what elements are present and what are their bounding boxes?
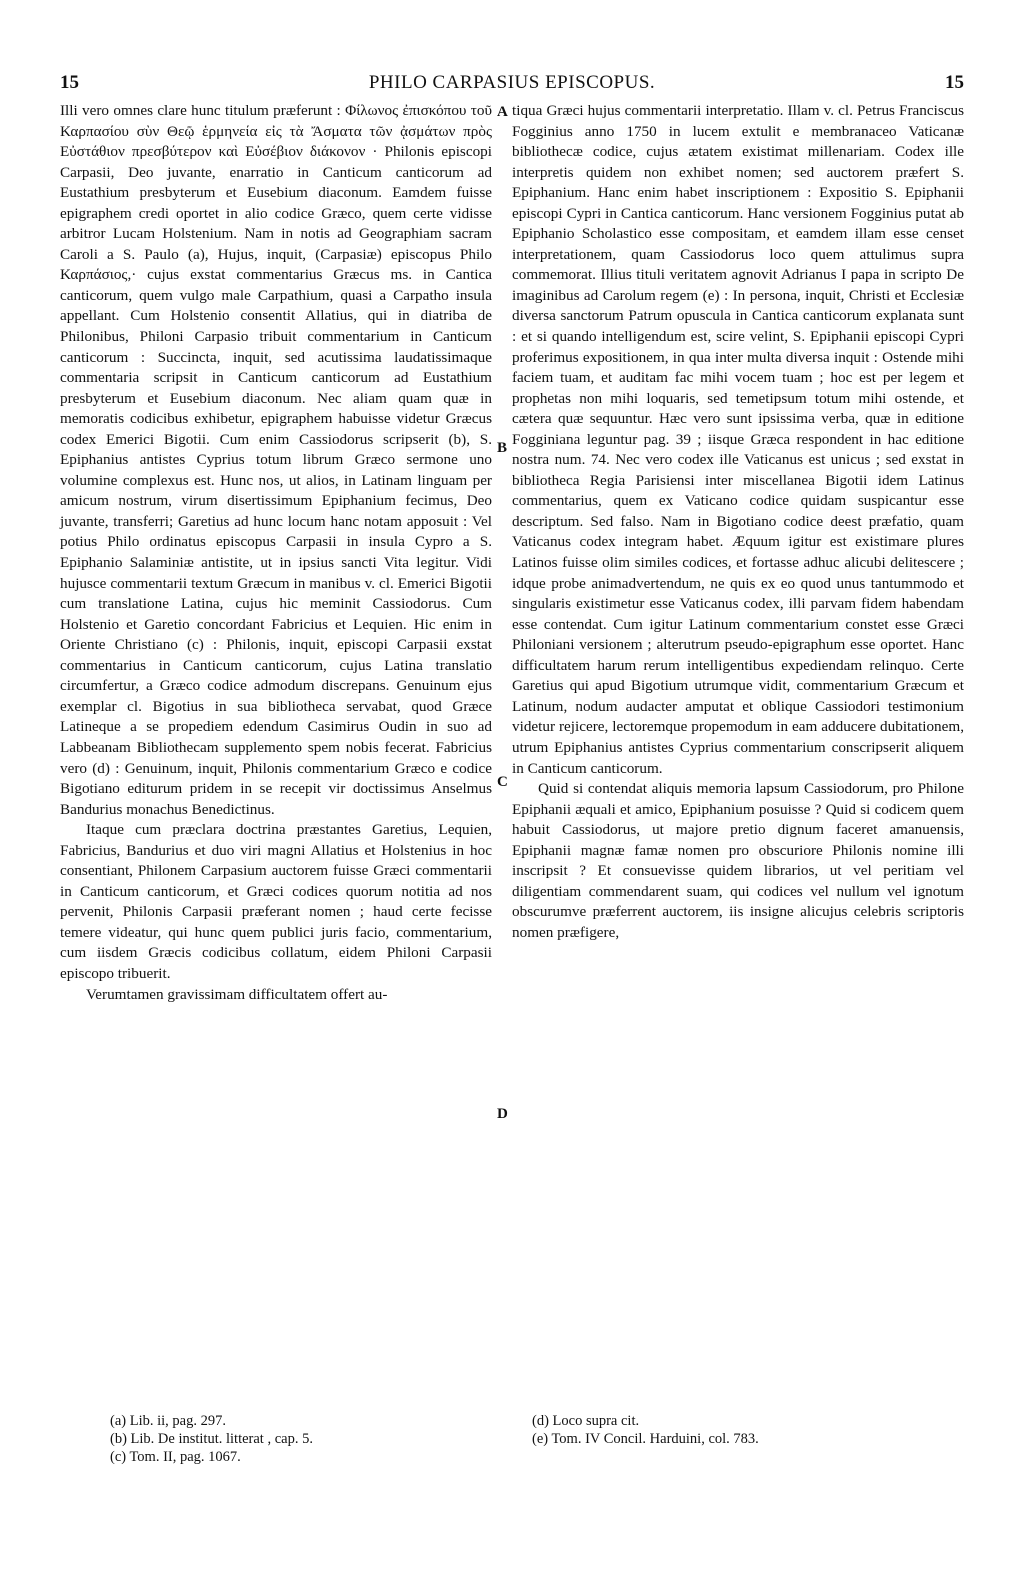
page-number-right: 15 <box>945 72 964 93</box>
left-column <box>60 101 492 1005</box>
margin-marker-a: A <box>497 104 508 120</box>
right-column <box>512 101 964 943</box>
footnote-c: (c) Tom. II, pag. 1067. <box>110 1449 241 1465</box>
margin-marker-b: B <box>497 440 508 456</box>
footnotes-left <box>110 1412 490 1466</box>
margin-marker-c: C <box>497 774 508 790</box>
right-paragraph-2: Quid si contendat aliquis memoria lapsum Cassiodorum, pro Philone Epiphanii æquali et amico, Epiphanium posuisse ? Quid si codicem quem habuit Cassiodorus, ut majore pretio dignum faceret amanuensis, Epiphanii magnæ famæ nomen pro obscuriore Philonis nomine illi inscripsit ? Et consuevisse quidem librarios, ut vel peritiam vel diligentiam commendarent suam, qui codices vel nullum vel ignotum obscurumve præferrent auctorem, iis insigne alicujus celebris scriptoris nomen præfigere, <box>512 780 964 941</box>
margin-marker-d: D <box>497 1106 508 1122</box>
footnote-b: (b) Lib. De institut. litterat , cap. 5. <box>110 1431 313 1447</box>
footnote-a: (a) Lib. ii, pag. 297. <box>110 1413 226 1429</box>
left-paragraph-2: Itaque cum præclara doctrina præstantes Garetius, Lequien, Fabricius, Bandurius et duo viri magni Allatius et Holstenius in hoc consentiant, Philonem Carpasium auctorem fuisse Græci commentarii in Canticum canticorum, et Græci codices quorum notitia ad nos pervenit, Philonis Carpasii præferant nomen ; haud certe fecisse temere videatur, qui hunc quem publici juris facio, commentarium, cum iisdem Græcis codicibus collatum, eidem Philoni Carpasii episcopo tribuerit. <box>60 821 492 982</box>
left-paragraph-1: Illi vero omnes clare hunc titulum præferunt : Φίλωνος ἐπισκόπου τοῦ Καρπασίου σὺν Θεῷ ἑρμηνεία εἰς τὰ Ἄσματα τῶν ᾀσμάτων πρὸς Εὐστάθιον πρεσβύτερον καὶ Εὐσέβιον διάκονον · Philonis episcopi Carpasii, Deo juvante, enarratio in Canticum canticorum ad Eustathium presbyterum et Eusebium diaconum. Eamdem fuisse epigraphem credi oportet in alio codice Græco, quem certe vidisse arbitror Lucam Holstenium. Nam in notis ad Geographiam sacram Caroli a S. Paulo (a), Hujus, inquit, (Carpasiæ) episcopus Philo Καρπάσιος,· cujus exstat commentarius Græcus ms. in Cantica canticorum, quem vulgo male Carpathium, quasi a Carpatho insula appellant. Cum Holstenio consentit Allatius, qui in diatriba de Philonibus, Philoni Carpasio tribuit commentarium in Canticum canticorum : Succincta, inquit, sed acutissima laudatissimaque commentaria scripsit in Canticum canticorum ad Eustathium presbyterum et Eusebium diaconum. Nec aliam quam quæ in memoratis codicibus exhibetur, epigraphem habuisse videtur Græcus codex Emerici Bigotii. Cum enim Cassiodorus scripserit (b), S. Epiphanius antistes Cyprius totum librum Græco sermone uno volumine complexus est. Hunc nos, ut alios, in Latinam linguam per amicum nostrum, virum disertissimum Epiphanium fecimus, Deo juvante, transferri; Garetius ad hunc locum hanc notam apposuit : Vel potius Philo ordinatus episcopus Carpasii in insula Cypro a S. Epiphanio Salaminiæ antistite, ut in ipsius sancti Vita legitur. Vidi hujusce commentarii textum Græcum in manibus v. cl. Emerici Bigotii cum translatione Latina, cujus hic meminit Cassiodorus. Cum Holstenio et Garetio concordant Fabricius et Lequien. Hic enim in Oriente Christiano (c) : Philonis, inquit, episcopi Carpasii exstat commentarius in Canticum canticorum, cujus Latina translatio circumfertur, a Græco codice admodum discrepans. Genuinum ejus exemplar cl. Bigotius in sua bibliotheca servabat, quod Græce Latineque a se propediem edendum Casimirus Oudin in suo ad Labbeanam Bibliothecam supplemento spem nobis fecerat. Fabricius vero (d) : Genuinum, inquit, Philonis commentarium Græco e codice Bigotiano editurum pridem in se recepit vir doctissimus Anselmus Bandurius monachus Benedictinus. <box>60 102 492 818</box>
page-header <box>60 72 964 96</box>
footnotes-right <box>532 1412 952 1448</box>
right-paragraph-1: tiqua Græci hujus commentarii interpretatio. Illam v. cl. Petrus Franciscus Fogginius anno 1750 in lucem extulit e membranaceo Vaticanæ bibliothecæ codice, cujus ætatem existimat millenariam. Codex ille interpretis quidem non exhibet nomen; sed auctorem præfert S. Epiphanium. Hanc enim habet inscriptionem : Expositio S. Epiphanii episcopi Cypri in Cantica canticorum. Hanc versionem Fogginius putat ab Epiphanio Scholastico esse compositam, et eamdem illam esse censet interpretationem, quam Cassiodorus loco quem attulimus supra commemorat. Illius tituli veritatem agnovit Adrianus I papa in scripto De imaginibus ad Carolum regem (e) : In persona, inquit, Christi et Ecclesiæ diversa sanctorum Patrum opuscula in Cantica canticorum explanata sunt : et si quando intelligendum est, scire velint, S. Epiphanii episcopi Cypri proferimus expositionem, in qua inter multa diversa inquit : Ostende mihi faciem tuam, et auditam fac mihi vocem tuam ; hoc est per legem et prophetas non mihi loquaris, sed temetipsum totum mihi ostende, et cætera quæ sequuntur. Hæc vero sunt ipsissima verba, quæ in editione Fogginiana leguntur pag. 39 ; iisque Græca respondent in hac editione nostra num. 74. Nec vero codex ille Vaticanus est unicus ; sed exstat in bibliotheca Regia Parisiensi inter miscellanea Bigotii idem Latinus commentarius, quem ex Vaticano codice quidam suspicantur esse descriptum. Sed falso. Nam in Bigotiano codice deest præfatio, quam Vaticanus codex integram habet. Æquum igitur est existimare plures Latinos fuisse olim similes codices, et fortasse adhuc alicubi delitescere ; idque probe animadvertendum, ne quis ex eo quod unus tantummodo et singularis existimetur esse Vaticanus codex, illi parvam fidem habendam esse contendat. Cum igitur Latinum commentarium constet esse Græci Philoniani versionem ; alterutrum pseudo-epigraphum esse oportet. Hanc difficultatem harum rerum intelligentibus expediendam relinquo. Certe Garetius qui apud Bigotium utrumque vidit, commentarium Græcum et Latinum, nodum audacter amputat et oblique Cassiodori testimonium videtur rejicere, lectoremque propemodum in eam adducere dubitationem, utrum Epiphanius antistes Cyprius commentarium conscripserit aliquem in Canticum canticorum. <box>512 102 964 777</box>
page-number-left: 15 <box>60 72 79 93</box>
running-title: PHILO CARPASIUS EPISCOPUS. <box>368 72 656 93</box>
footnote-d: (d) Loco supra cit. <box>532 1413 640 1429</box>
footnote-e: (e) Tom. IV Concil. Harduini, col. 783. <box>532 1431 759 1447</box>
left-paragraph-3: Verumtamen gravissimam difficultatem offert au- <box>86 985 388 1003</box>
